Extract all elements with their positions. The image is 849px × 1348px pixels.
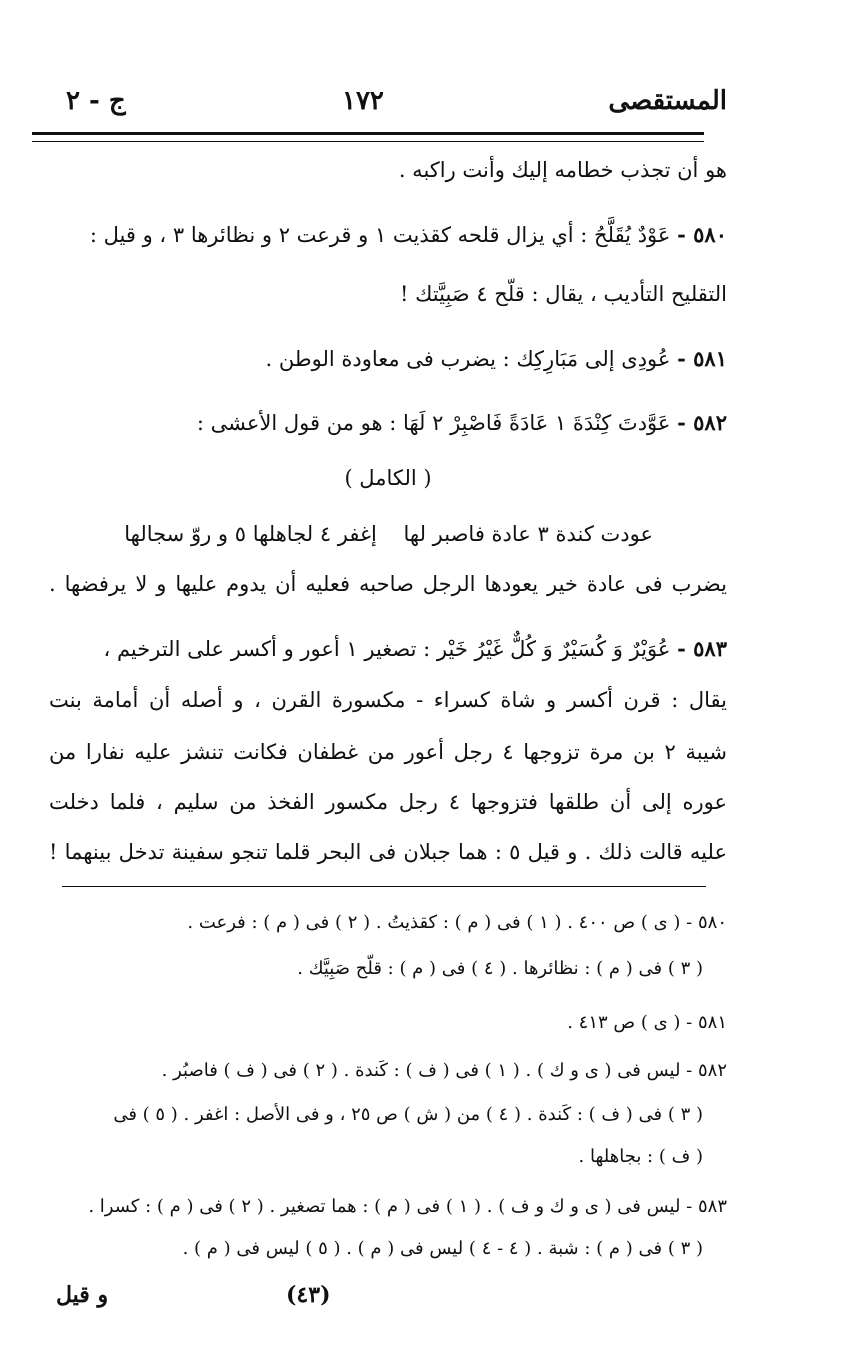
text-line: عوره إلى أن طلقها فتزوجها ٤ رجل مكسور الفخذ من سليم ، فلما دخلت xyxy=(49,790,728,814)
header-rule-thick xyxy=(32,132,704,135)
text-line: شيبة ٢ بن مرة تزوجها ٤ رجل أعور من غطفان فكانت تنشز عليه نفارا من xyxy=(49,740,727,764)
entry-text: عُودِى إلى مَبَارِكِك : يضرب فى معاودة الوطن . xyxy=(265,347,671,371)
entry-number: ٥٨٢ - xyxy=(677,410,727,435)
footnote-line: ( ٣ ) فى ( ف ) : كَندة . ( ٤ ) من ( ش ) ص ٢٥ ، و فى الأصل : اغفر . ( ٥ ) فى xyxy=(113,1104,703,1125)
text-line: يقال : قرن أكسر و شاة كسراء - مكسورة القرن ، و أصله أن أمامة بنت xyxy=(49,688,727,712)
entry-583 xyxy=(49,636,727,662)
footnote-line: ٥٨٠ - ( ى ) ص ٤٠٠ . ( ١ ) فى ( م ) : كقذيتُ . ( ٢ ) فى ( م ) : فرعت . xyxy=(187,912,727,933)
text-line: يضرب فى عادة خير يعودها الرجل صاحبه فعليه أن يدوم عليها و لا يرفضها . xyxy=(49,572,727,596)
entry-number: ٥٨١ - xyxy=(677,346,727,371)
signature-mark: (٤٣) xyxy=(286,1282,331,1308)
entry-582 xyxy=(49,410,727,436)
footnote-line: ٥٨١ - ( ى ) ص ٤١٣ . xyxy=(567,1012,727,1033)
entry-580 xyxy=(49,222,727,248)
entry-number: ٥٨٠ - xyxy=(677,222,727,247)
entry-text: عُوَيْرٌ وَ كُسَيْرٌ وَ كُلٌّ غَيْرُ خَيْر : تصغير ١ أعور و أكسر على الترخيم ، xyxy=(103,637,671,661)
footnote-line: ٥٨٢ - ليس فى ( ى و ك ) . ( ١ ) فى ( ف ) : كَندة . ( ٢ ) فى ( ف ) فاصبُر . xyxy=(161,1060,727,1081)
entry-text: عَوَّدتَ كِنْدَةَ ١ عَادَةً فَاصْبِرْ ٢ لَهَا : هو من قول الأعشى : xyxy=(196,411,671,435)
footnote-rule xyxy=(62,886,706,887)
page-number: ١٧٢ xyxy=(342,86,384,116)
verse-meter: ( الكامل ) xyxy=(344,466,432,490)
footnote-line: ٥٨٣ - ليس فى ( ى و ك و ف ) . ( ١ ) فى ( م ) : هما تصغير . ( ٢ ) فى ( م ) : كسرا . xyxy=(88,1196,727,1217)
catchword: و قيل xyxy=(56,1282,109,1308)
entry-number: ٥٨٣ - xyxy=(677,636,727,661)
verse-line: عودت كندة ٣ عادة فاصبر لها إغفر ٤ لجاهلها ٥ و روّ سجالها xyxy=(124,522,653,546)
entry-581 xyxy=(49,346,727,372)
running-title: المستقصى xyxy=(608,86,727,116)
header-rule-thin xyxy=(32,141,704,142)
footnote-line: ( ٣ ) فى ( م ) : نظائرها . ( ٤ ) فى ( م ) : قلّح صَبِيَّك . xyxy=(297,958,703,979)
text-line: التقليح التأديب ، يقال : قلّح ٤ صَبِيَّتك ! xyxy=(399,282,727,306)
footnote-line: ( ٣ ) فى ( م ) : شبة . ( ٤ - ٤ ) ليس فى ( م ) . ( ٥ ) ليس فى ( م ) . xyxy=(182,1238,703,1259)
text-line: عليه قالت ذلك . و قيل ٥ : هما جبلان فى البحر قلما تنجو سفينة تدخل بينهما ! xyxy=(49,840,727,864)
volume-label: ج - ٢ xyxy=(66,86,126,116)
footnote-line: ( ف ) : بجاهلها . xyxy=(578,1146,703,1167)
entry-text: عَوْدٌ يُقَلَّحُ : أي يزال قلحه كقذيت ١ و قرعت ٢ و نظائرها ٣ ، و قيل : xyxy=(89,223,671,247)
text-line: هو أن تجذب خطامه إليك وأنت راكبه . xyxy=(398,158,727,182)
